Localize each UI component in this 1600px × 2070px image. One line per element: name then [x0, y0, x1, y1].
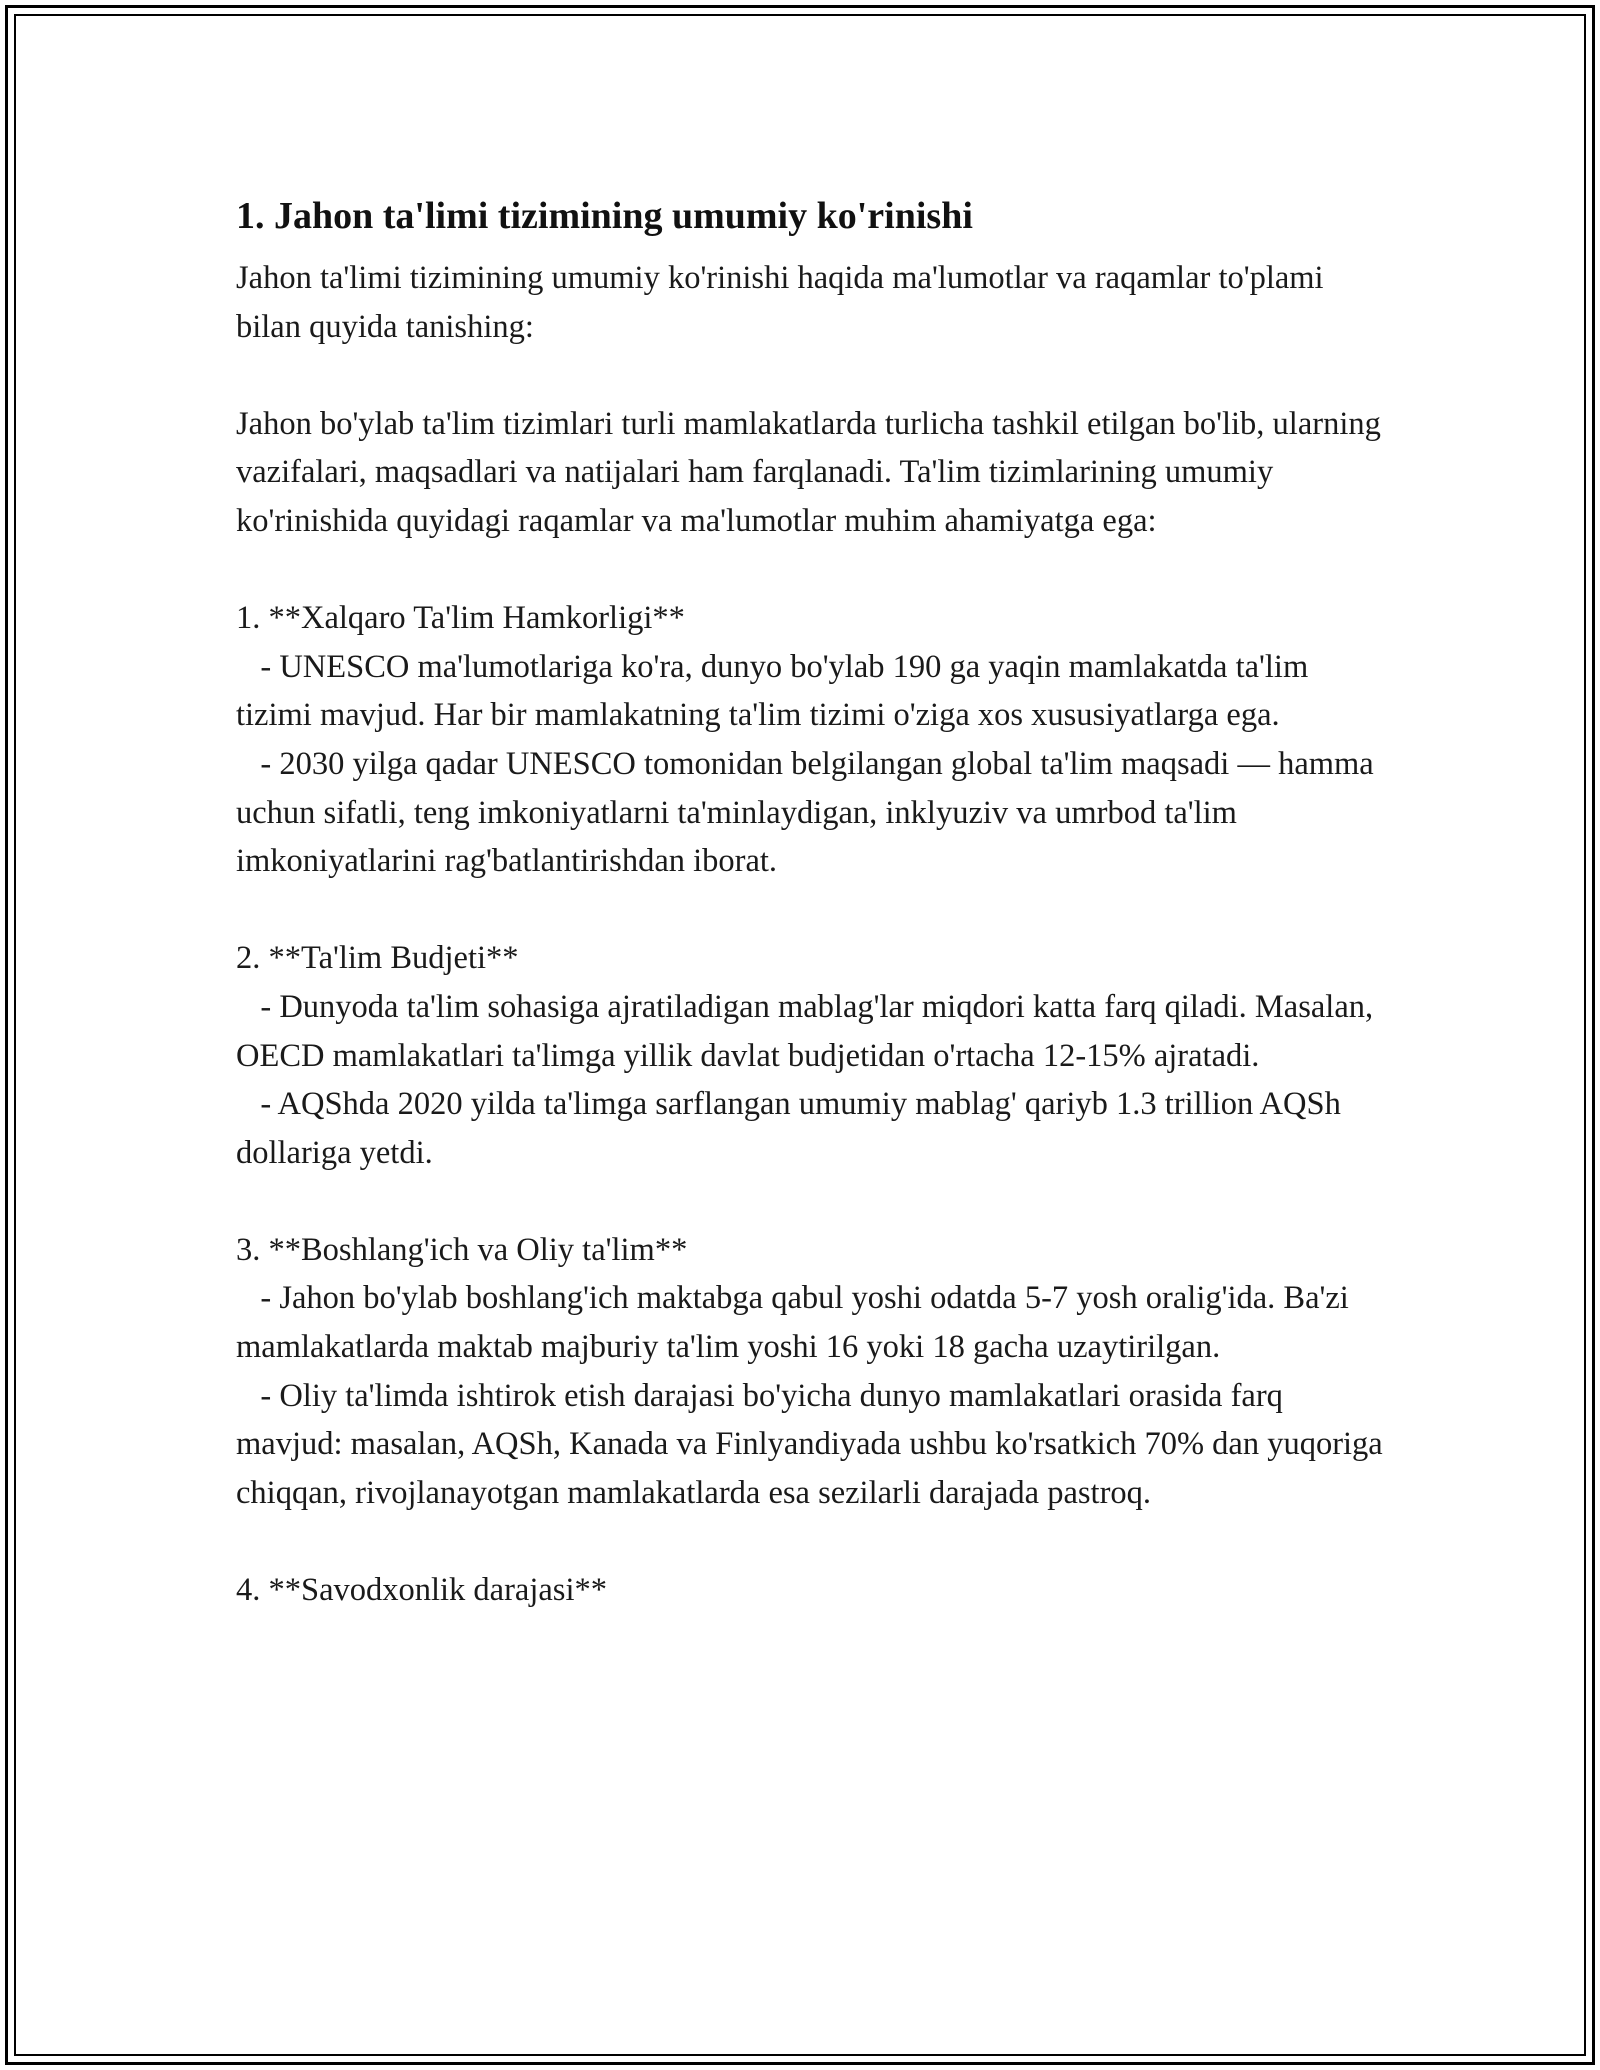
section-heading: 1. Jahon ta'limi tizimining umumiy ko'rinishi — [236, 195, 973, 237]
spacer — [236, 546, 1386, 595]
spacer — [236, 1517, 1386, 1566]
list-item-title: 1. **Xalqaro Ta'lim Hamkorligi** — [236, 600, 685, 637]
overview-paragraph: Jahon bo'ylab ta'lim tizimlari turli mamlakatlarda turlicha tashkil etilgan bo'lib, ularning vazifalari, maqsadlari va natijalari ham farqlanadi. Ta'lim tizimlarining umumiy ko'rinishida quyidagi raqamlar va ma'lumotlar muhim ahamiyatga ega: — [236, 405, 1389, 539]
list-item-bullet: - 2030 yilga qadar UNESCO tomonidan belgilangan global ta'lim maqsadi — hamma uchun sifatli, teng imkoniyatlarni ta'minlaydigan, inklyuziv va umrbod ta'lim imkoniyatlarini rag'batlantirishdan iborat. — [236, 745, 1382, 880]
document-content — [236, 184, 1391, 1615]
intro-paragraph: Jahon ta'limi tizimining umumiy ko'rinishi haqida ma'lumotlar va raqamlar to'plami bilan quyida tanishing: — [236, 260, 1332, 345]
list-item-title: 2. **Ta'lim Budjeti** — [236, 940, 519, 977]
list-item-bullet: - UNESCO ma'lumotlariga ko'ra, dunyo bo'ylab 190 ga yaqin mamlakatda ta'lim tizimi mavjud. Har bir mamlakatning ta'lim tizimi o'ziga xos xususiyatlarga ega. — [236, 648, 1317, 734]
list-item-title: 3. **Boshlang'ich va Oliy ta'lim** — [236, 1231, 688, 1268]
spacer — [236, 886, 1386, 935]
list-item-bullet: - Oliy ta'limda ishtirok etish darajasi bo'yicha dunyo mamlakatlari orasida farq mavjud: masalan, AQSh, Kanada va Finlyandiyada ushbu ko'rsatkich 70% dan yuqoriga chiqqan, rivojlanayotgan mamlakatlarda esa sezilarli darajada pastroq. — [236, 1377, 1391, 1511]
list-item-bullet: - Dunyoda ta'lim sohasiga ajratiladigan mablag'lar miqdori katta farq qiladi. Masalan, OECD mamlakatlari ta'limga yillik davlat budjetidan o'rtacha 12-15% ajratadi. — [236, 988, 1382, 1074]
list-item-bullet: - Jahon bo'ylab boshlang'ich maktabga qabul yoshi odatda 5-7 yosh oralig'ida. Ba'zi mamlakatlarda maktab majburiy ta'lim yoshi 16 yoki 18 gacha uzaytirilgan. — [236, 1280, 1357, 1366]
list-item-title: 4. **Savodxonlik darajasi** — [236, 1572, 607, 1609]
spacer — [236, 1177, 1386, 1226]
spacer — [236, 351, 1386, 400]
list-item-bullet: - AQShda 2020 yilda ta'limga sarflangan umumiy mablag' qariyb 1.3 trillion AQSh dollariga yetdi. — [236, 1086, 1349, 1171]
